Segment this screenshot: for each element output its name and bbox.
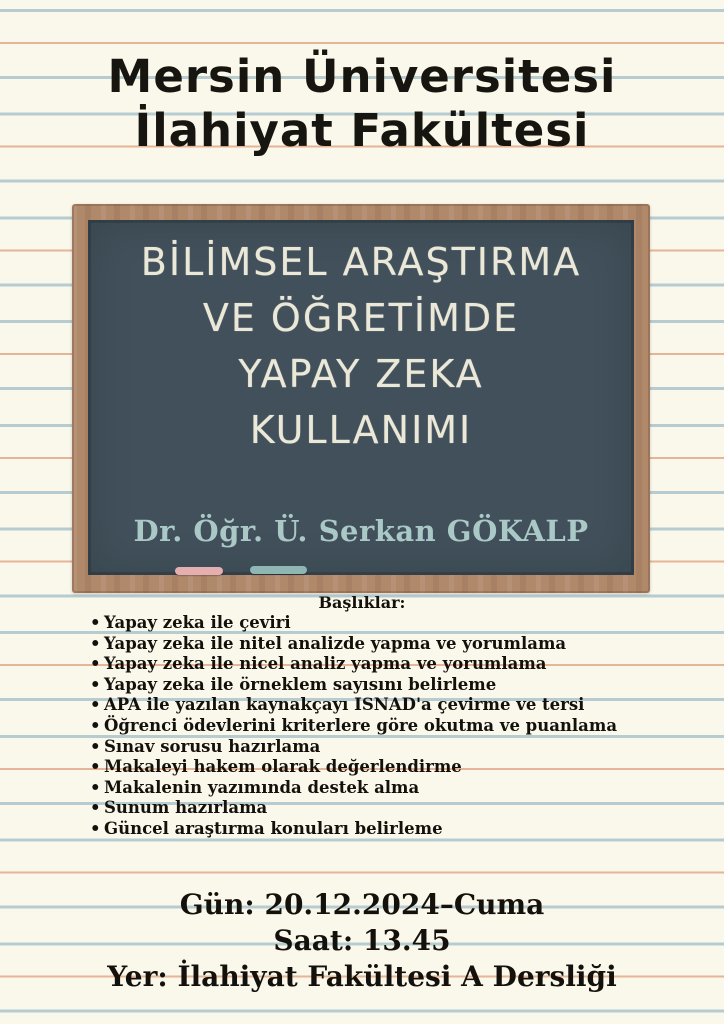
list-item: • Yapay zeka ile nitel analizde yapma ve yorumlama <box>90 634 617 655</box>
topics-list <box>90 613 617 840</box>
seminar-title-line1: BİLİMSEL ARAŞTIRMA <box>140 240 582 284</box>
seminar-title-line3: YAPAY ZEKA <box>238 352 484 396</box>
list-item: • Sınav sorusu hazırlama <box>90 737 617 758</box>
header-title-line2: İlahiyat Fakültesi <box>134 104 590 157</box>
chalkboard <box>72 204 650 593</box>
seminar-title-line4: KULLANIMI <box>249 408 473 452</box>
list-item: • Yapay zeka ile çeviri <box>90 613 617 634</box>
list-item: • Güncel araştırma konuları belirleme <box>90 819 617 840</box>
list-item: • Sunum hazırlama <box>90 798 617 819</box>
pink-chalk-stick <box>175 567 223 575</box>
speaker-name: Dr. Öğr. Ü. Serkan GÖKALP <box>133 514 589 548</box>
seminar-title-line2: VE ÖĞRETİMDE <box>202 296 520 340</box>
list-item: • Yapay zeka ile nicel analiz yapma ve yorumlama <box>90 654 617 675</box>
list-item: • Makalenin yazımında destek alma <box>90 778 617 799</box>
chalkboard-slate <box>88 220 634 575</box>
teal-chalk-stick <box>250 566 307 574</box>
seminar-title <box>88 234 634 458</box>
list-item: • Yapay zeka ile örneklem sayısını belirleme <box>90 675 617 696</box>
event-date: Gün: 20.12.2024–Cuma <box>179 888 545 921</box>
list-item: • Makaleyi hakem olarak değerlendirme <box>90 757 617 778</box>
event-details <box>0 887 724 995</box>
header-title <box>0 50 724 158</box>
list-item: • Öğrenci ödevlerini kriterlere göre okutma ve puanlama <box>90 716 617 737</box>
topics-heading: Başlıklar: <box>318 593 406 612</box>
header-title-line1: Mersin Üniversitesi <box>107 50 617 103</box>
event-time: Saat: 13.45 <box>273 924 451 957</box>
list-item: • APA ile yazılan kaynakçayı ISNAD'a çevirme ve tersi <box>90 695 617 716</box>
event-place: Yer: İlahiyat Fakültesi A Dersliği <box>107 960 617 993</box>
